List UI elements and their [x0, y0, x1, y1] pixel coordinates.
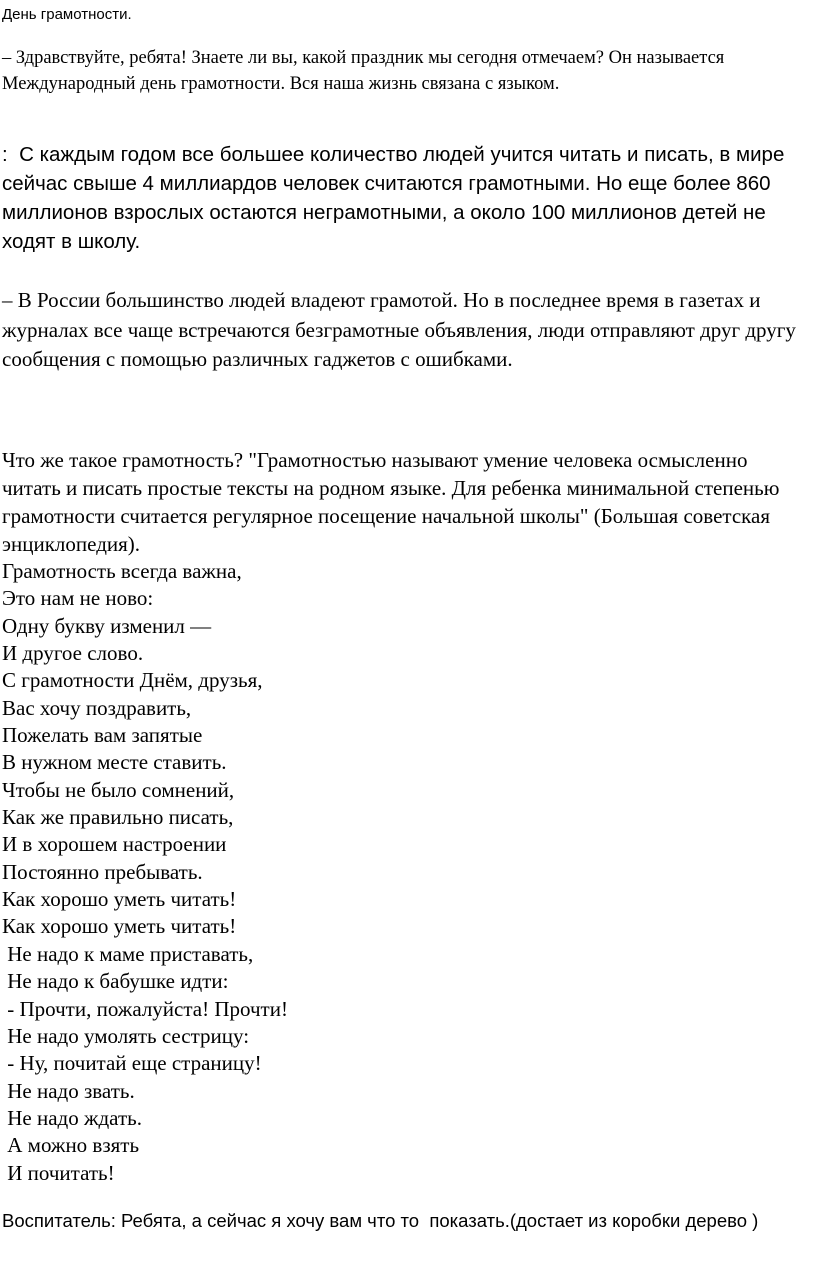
- educator-line: Воспитатель: Ребята, а сейчас я хочу вам что то показать.(достает из коробки дерево ): [2, 1210, 759, 1231]
- poem-line: Одну букву изменил —: [2, 613, 212, 638]
- poem-line: Не надо к бабушке идти:: [2, 969, 229, 994]
- poem-line: И в хорошем настроении: [2, 832, 227, 857]
- intro-paragraph: – Здравствуйте, ребята! Знаете ли вы, какой праздник мы сегодня отмечаем? Он называется Международный день грамотности. Вся наша жизнь связана с языком.: [2, 48, 729, 94]
- poem-line: - Прочти, пожалуйста! Прочти!: [2, 996, 288, 1021]
- poem-line: Чтобы не было сомнений,: [2, 777, 235, 802]
- poem-line: Как хорошо уметь читать!: [2, 887, 237, 912]
- definition-paragraph: Что же такое грамотность? "Грамотностью называют умение человека осмысленно читать и писать простые тексты на родном языке. Для ребенка минимальной степенью грамотности считается регулярное посещение начальной школы" (Большая советская энциклопедия).: [2, 448, 785, 556]
- poem-line: Грамотность всегда важна,: [2, 559, 242, 583]
- poem-line: Вас хочу поздравить,: [2, 695, 192, 720]
- poem-line: Как же правильно писать,: [2, 805, 234, 830]
- poem-line: Не надо умолять сестрицу:: [2, 1023, 250, 1048]
- document-title: День грамотности.: [2, 6, 132, 23]
- poem-line: Не надо к маме приставать,: [2, 941, 254, 966]
- poem-line: С грамотности Днём, друзья,: [2, 668, 263, 693]
- poem-line: В нужном месте ставить.: [2, 750, 227, 775]
- poem-line: А можно взять: [2, 1133, 140, 1158]
- poem-line: Постоянно пребывать.: [2, 859, 203, 884]
- statistics-paragraph: : С каждым годом все большее количество людей учится читать и писать, в мире сейчас свыше 4 миллиардов человек считаются грамотными. Но еще более 860 миллионов взрослых остаются неграмотными, а около 100 миллионов детей не ходят в школу.: [2, 143, 791, 253]
- poem-line: Как хорошо уметь читать!: [2, 914, 237, 939]
- poem-line: - Ну, почитай еще страницу!: [2, 1051, 262, 1076]
- poem: [2, 558, 288, 1187]
- poem-line: Пожелать вам запятые: [2, 723, 203, 748]
- poem-line: Не надо ждать.: [2, 1105, 142, 1130]
- poem-line: И почитать!: [2, 1160, 115, 1185]
- poem-line: Это нам не ново:: [2, 586, 154, 611]
- poem-line: Не надо звать.: [2, 1078, 135, 1103]
- poem-line: И другое слово.: [2, 641, 144, 666]
- russia-paragraph: – В России большинство людей владеют грамотой. Но в последнее время в газетах и журналах все чаще встречаются безграмотные объявления, люди отправляют друг другу сообщения с помощью различных гаджетов с ошибками.: [2, 288, 802, 371]
